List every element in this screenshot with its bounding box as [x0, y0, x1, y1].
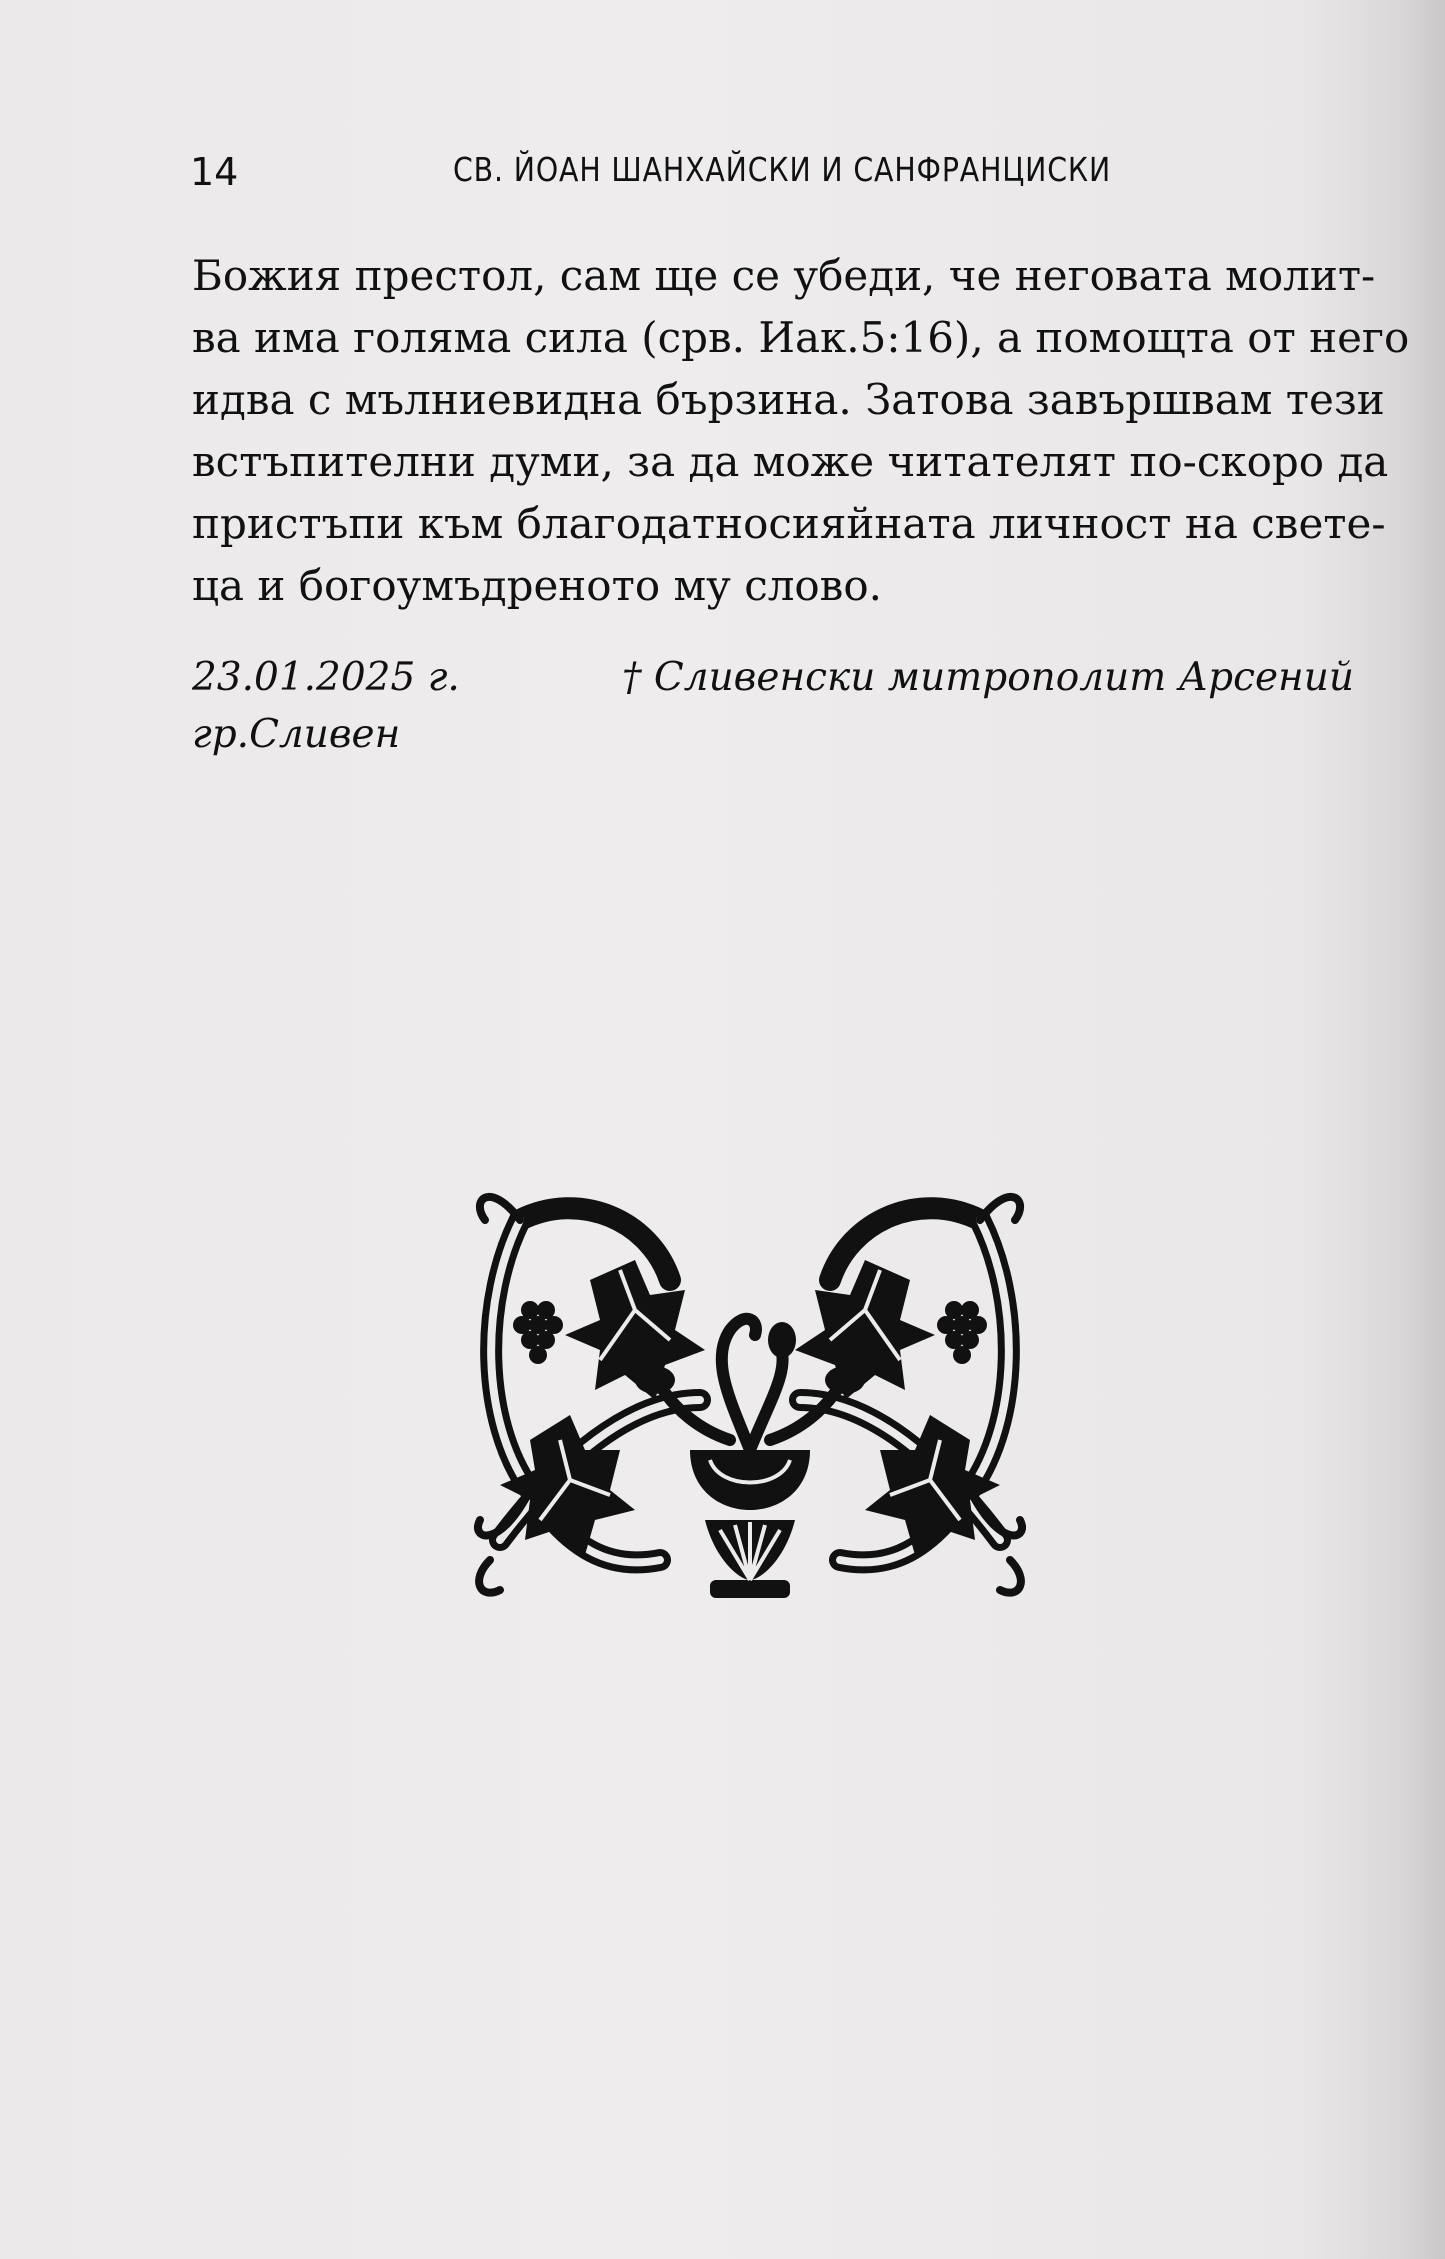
text-line: идва с мълниевидна бързина. Затова завършвам тези — [192, 375, 1385, 424]
body-paragraph — [192, 245, 1410, 617]
running-title: СВ. ЙОАН ШАНХАЙСКИ И САНФРАНЦИСКИ — [453, 150, 1112, 189]
floral-ornament-icon — [460, 1160, 1040, 1620]
signature-author: † Сливенски митрополит Арсений — [622, 655, 1354, 700]
signature-date: 23.01.2025 г. — [192, 655, 460, 700]
text-line: ца и богоумъдреното му слово. — [192, 561, 882, 610]
text-line: встъпителни думи, за да може читателят по-скоро да — [192, 437, 1389, 486]
signature-place: гр.Сливен — [192, 712, 401, 757]
text-line: пристъпи към благодатносияйната личност на свете- — [192, 499, 1386, 548]
running-head — [190, 150, 1112, 200]
text-line: ва има голяма сила (срв. Иак.5:16), а помощта от него — [192, 313, 1410, 362]
page-number: 14 — [190, 150, 239, 194]
text-line: Божия престол, сам ще се убеди, че неговата молит- — [192, 251, 1376, 300]
